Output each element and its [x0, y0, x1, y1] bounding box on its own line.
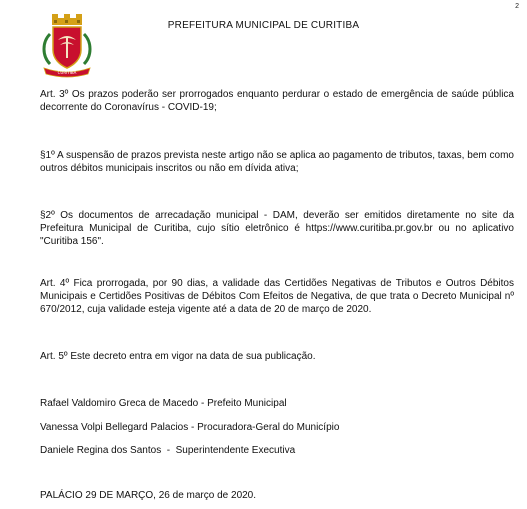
crest-motto: CURITIBA — [57, 70, 77, 75]
closing-date-line: PALÁCIO 29 DE MARÇO, 26 de março de 2020. — [40, 490, 257, 501]
paragraph-art-4: Art. 4º Fica prorrogada, por 90 dias, a validade das Certidões Negativas de Tributos e Outros Débitos Municipais e Certidões Positivas de Débitos Com Efeitos de Negativa, de que trata o Decreto Municipal nº 670/2012, cuja validade esteja vigente até a data de 20 de março de 2020. — [40, 278, 514, 315]
signatory-superintendent: Daniele Regina dos Santos - Superintendente Executiva — [40, 445, 296, 456]
signatory-mayor: Rafael Valdomiro Greca de Macedo - Prefeito Municipal — [40, 398, 287, 409]
signatory-attorney-general: Vanessa Volpi Bellegard Palacios - Procuradora-Geral do Município — [40, 422, 340, 433]
page-number: 2 — [515, 3, 519, 10]
paragraph-art-5: Art. 5º Este decreto entra em vigor na data de sua publicação. — [40, 351, 316, 362]
paragraph-par-2: §2º Os documentos de arrecadação municipal - DAM, deverão ser emitidos diretamente no site da Prefeitura Municipal de Curitiba, cujo sítio eletrônico é https://www.curitiba.pr.gov.br ou no aplicativo "Curitiba 156". — [40, 210, 514, 247]
paragraph-art-3: Art. 3º Os prazos poderão ser prorrogados enquanto perdurar o estado de emergência de saúde pública decorrente do Coronavírus - COVID-19; — [40, 89, 514, 113]
paragraph-par-1: §1º A suspensão de prazos prevista neste artigo não se aplica ao pagamento de tributos, taxas, bem como outros débitos municipais inscritos ou não em dívida ativa; — [40, 150, 514, 174]
page-title: PREFEITURA MUNICIPAL DE CURITIBA — [167, 20, 360, 31]
